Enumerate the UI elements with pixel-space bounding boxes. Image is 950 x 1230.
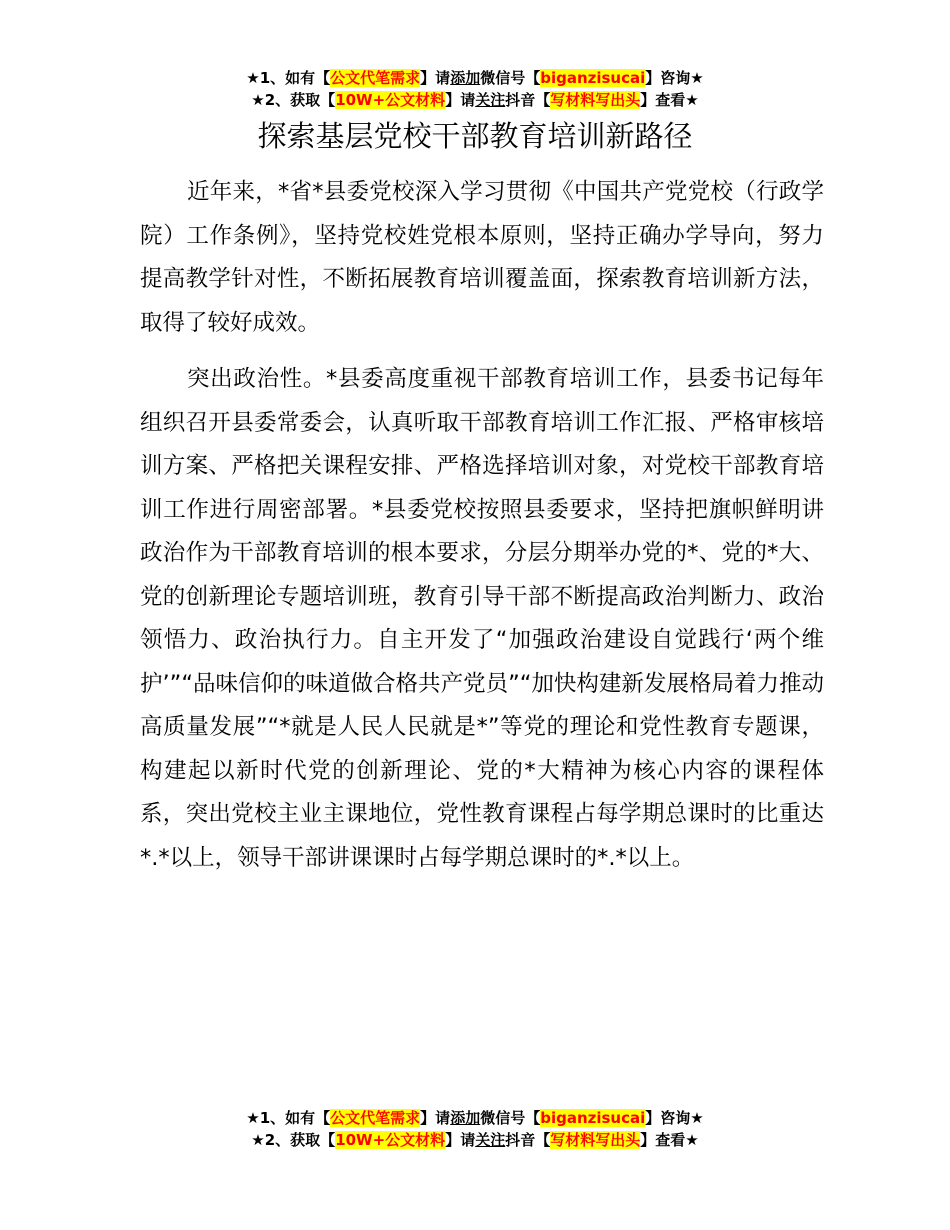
banner-text: 】查看★ xyxy=(640,91,699,109)
banner-highlight: 写材料写出头 xyxy=(550,1131,641,1149)
banner-line-2 xyxy=(0,1129,950,1151)
banner-text: ★1、如有【 xyxy=(246,69,331,87)
document-title: 探索基层党校干部教育培训新路径 xyxy=(257,119,693,153)
banner-text: 抖音【 xyxy=(505,91,551,109)
banner-underlined: 关注 xyxy=(475,1131,506,1149)
banner-text: ★2、获取【 xyxy=(251,1131,336,1149)
paragraph-intro: 近年来，*省*县委党校深入学习贯彻《中国共产党党校（行政学院）工作条例》，坚持党校姓党根本原则，坚持正确办学导向，努力提高教学针对性，不断拓展教育培训覆盖面，探索教育培训新方法，取得了较好成效。 xyxy=(140,179,824,336)
banner-highlight: 10W+公文材料 xyxy=(335,1131,446,1149)
banner-text: 微信号【 xyxy=(480,69,541,87)
banner-line-2 xyxy=(0,89,950,111)
banner-highlight: 公文代笔需求 xyxy=(330,1109,421,1127)
banner-underlined: 关注 xyxy=(475,91,506,109)
banner-text: 】请 xyxy=(420,69,451,87)
banner-text: 】请 xyxy=(445,91,476,109)
banner-text: 】咨询★ xyxy=(645,69,704,87)
banner-underlined: 添加 xyxy=(450,69,481,87)
banner-highlight: biganzisucai xyxy=(540,1109,646,1127)
banner-text: 】咨询★ xyxy=(645,1109,704,1127)
banner-text: 】请 xyxy=(420,1109,451,1127)
banner-text: 抖音【 xyxy=(505,1131,551,1149)
top-banner xyxy=(0,67,950,111)
banner-text: 微信号【 xyxy=(480,1109,541,1127)
banner-underlined: 添加 xyxy=(450,1109,481,1127)
banner-highlight: 公文代笔需求 xyxy=(330,69,421,87)
banner-highlight: biganzisucai xyxy=(540,69,646,87)
document-body xyxy=(140,171,824,893)
banner-highlight: 写材料写出头 xyxy=(550,91,641,109)
banner-highlight: 10W+公文材料 xyxy=(335,91,446,109)
banner-line-1 xyxy=(0,67,950,89)
banner-text: 】请 xyxy=(445,1131,476,1149)
paragraph-politics: 突出政治性。*县委高度重视干部教育培训工作，县委书记每年组织召开县委常委会，认真听取干部教育培训工作汇报、严格审核培训方案、严格把关课程安排、严格选择培训对象，对党校干部教育培训工作进行周密部署。*县委党校按照县委要求，坚持把旗帜鲜明讲政治作为干部教育培训的根本要求，分层分期举办党的*、党的*大、党的创新理论专题培训班，教育引导干部不断提高政治判断力、政治领悟力、政治执行力。自主开发了“加强政治建设自觉践行‘两个维护’”“品味信仰的味道做合格共产党员”“加快构建新发展格局着力推动高质量发展”“*就是人民人民就是*”等党的理论和党性教育专题课，构建起以新时代党的创新理论、党的*大精神为核心内容的课程体系，突出党校主业主课地位，党性教育课程占每学期总课时的比重达*.*以上，领导干部讲课课时占每学期总课时的*.*以上。 xyxy=(140,366,824,871)
banner-text: 】查看★ xyxy=(640,1131,699,1149)
banner-line-1 xyxy=(0,1107,950,1129)
bottom-banner xyxy=(0,1107,950,1151)
banner-text: ★2、获取【 xyxy=(251,91,336,109)
banner-text: ★1、如有【 xyxy=(246,1109,331,1127)
